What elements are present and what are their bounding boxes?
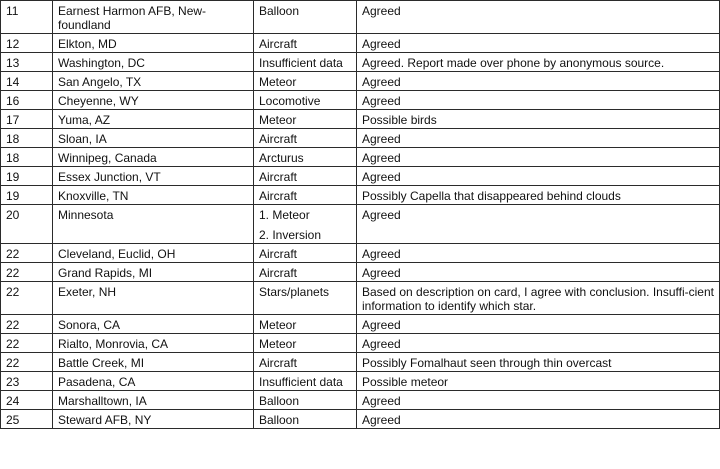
- explanation-line: 1. Meteor: [259, 208, 310, 222]
- comment-cell: Agreed: [357, 129, 720, 148]
- date-cell: 18: [1, 148, 53, 167]
- explanation-cell: Meteor: [254, 315, 357, 334]
- table-row: [1, 148, 720, 167]
- table-row: [1, 186, 720, 205]
- location-cell: Knoxville, TN: [53, 186, 254, 205]
- comment-cell: Possibly Fomalhaut seen through thin overcast: [357, 353, 720, 372]
- comment-cell: Agreed: [357, 148, 720, 167]
- table-row: [1, 334, 720, 353]
- explanation-cell: Balloon: [254, 391, 357, 410]
- location-cell: Sonora, CA: [53, 315, 254, 334]
- location-cell: Marshalltown, IA: [53, 391, 254, 410]
- table-row: [1, 53, 720, 72]
- explanation-cell: Meteor: [254, 110, 357, 129]
- comment-cell: Agreed: [357, 205, 720, 244]
- location-cell: Yuma, AZ: [53, 110, 254, 129]
- date-cell: 22: [1, 315, 53, 334]
- table-row: [1, 282, 720, 315]
- location-cell: San Angelo, TX: [53, 72, 254, 91]
- explanation-cell: [254, 205, 357, 244]
- table-row: [1, 129, 720, 148]
- explanation-cell: Arcturus: [254, 148, 357, 167]
- table-row: [1, 410, 720, 429]
- table-row: [1, 110, 720, 129]
- table-row: [1, 244, 720, 263]
- explanation-cell: Aircraft: [254, 34, 357, 53]
- comment-cell: Possible meteor: [357, 372, 720, 391]
- explanation-cell: Balloon: [254, 1, 357, 34]
- date-cell: 22: [1, 263, 53, 282]
- explanation-cell: Aircraft: [254, 263, 357, 282]
- comment-cell: Agreed: [357, 167, 720, 186]
- date-cell: 11: [1, 1, 53, 34]
- comment-cell: Agreed: [357, 410, 720, 429]
- table-row: [1, 263, 720, 282]
- location-cell: Steward AFB, NY: [53, 410, 254, 429]
- location-cell: Cheyenne, WY: [53, 91, 254, 110]
- location-cell: Pasadena, CA: [53, 372, 254, 391]
- date-cell: 25: [1, 410, 53, 429]
- explanation-cell: Aircraft: [254, 353, 357, 372]
- location-cell: Minnesota: [53, 205, 254, 244]
- comment-cell: Agreed: [357, 244, 720, 263]
- date-cell: 22: [1, 244, 53, 263]
- explanation-line: 2. Inversion: [259, 228, 322, 242]
- date-cell: 22: [1, 353, 53, 372]
- comment-cell: Agreed: [357, 91, 720, 110]
- comment-cell: Based on description on card, I agree with conclusion. Insuffi-cient information to identify which star.: [357, 282, 720, 315]
- comment-cell: Agreed: [357, 334, 720, 353]
- location-cell: Grand Rapids, MI: [53, 263, 254, 282]
- date-cell: 19: [1, 186, 53, 205]
- date-cell: 20: [1, 205, 53, 244]
- date-cell: 22: [1, 282, 53, 315]
- date-cell: 22: [1, 334, 53, 353]
- location-cell: Earnest Harmon AFB, New-foundland: [53, 1, 254, 34]
- explanation-cell: Insufficient data: [254, 372, 357, 391]
- date-cell: 24: [1, 391, 53, 410]
- table-row: [1, 315, 720, 334]
- table-row: [1, 205, 720, 244]
- location-cell: Exeter, NH: [53, 282, 254, 315]
- comment-cell: Possible birds: [357, 110, 720, 129]
- table-row: [1, 1, 720, 34]
- comment-cell: Agreed: [357, 72, 720, 91]
- comment-cell: Agreed: [357, 391, 720, 410]
- explanation-cell: Aircraft: [254, 186, 357, 205]
- table-row: [1, 34, 720, 53]
- date-cell: 17: [1, 110, 53, 129]
- explanation-cell: Balloon: [254, 410, 357, 429]
- table-row: [1, 91, 720, 110]
- comment-cell: Agreed: [357, 315, 720, 334]
- explanation-cell: Aircraft: [254, 129, 357, 148]
- comment-cell: Agreed: [357, 263, 720, 282]
- table-row: [1, 167, 720, 186]
- explanation-cell: Stars/planets: [254, 282, 357, 315]
- location-cell: Winnipeg, Canada: [53, 148, 254, 167]
- table-row: [1, 391, 720, 410]
- table-row: [1, 72, 720, 91]
- location-cell: Rialto, Monrovia, CA: [53, 334, 254, 353]
- date-cell: 19: [1, 167, 53, 186]
- date-cell: 13: [1, 53, 53, 72]
- date-cell: 18: [1, 129, 53, 148]
- location-cell: Elkton, MD: [53, 34, 254, 53]
- comment-cell: Possibly Capella that disappeared behind clouds: [357, 186, 720, 205]
- explanation-cell: Meteor: [254, 334, 357, 353]
- explanation-cell: Aircraft: [254, 244, 357, 263]
- date-cell: 16: [1, 91, 53, 110]
- location-cell: Battle Creek, MI: [53, 353, 254, 372]
- comment-cell: Agreed: [357, 1, 720, 34]
- location-cell: Washington, DC: [53, 53, 254, 72]
- table-row: [1, 372, 720, 391]
- date-cell: 23: [1, 372, 53, 391]
- location-cell: Essex Junction, VT: [53, 167, 254, 186]
- explanation-cell: Meteor: [254, 72, 357, 91]
- location-cell: Sloan, IA: [53, 129, 254, 148]
- date-cell: 14: [1, 72, 53, 91]
- table-row: [1, 353, 720, 372]
- explanation-cell: Aircraft: [254, 167, 357, 186]
- location-cell: Cleveland, Euclid, OH: [53, 244, 254, 263]
- explanation-cell: Insufficient data: [254, 53, 357, 72]
- comment-cell: Agreed. Report made over phone by anonymous source.: [357, 53, 720, 72]
- date-cell: 12: [1, 34, 53, 53]
- explanation-cell: Locomotive: [254, 91, 357, 110]
- comment-cell: Agreed: [357, 34, 720, 53]
